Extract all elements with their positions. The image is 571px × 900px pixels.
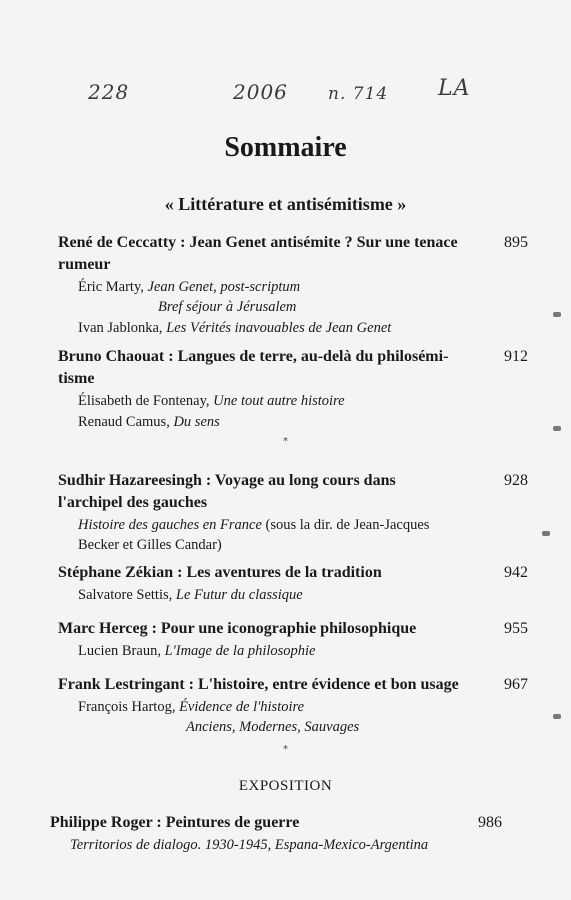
review-line: Territorios de dialogo. 1930-1945, Espana-Mexico-Argentina (70, 837, 429, 853)
scan-mark (553, 714, 561, 719)
handwritten-note: 228 (88, 80, 130, 104)
exposition-label: EXPOSITION (238, 778, 333, 794)
entry-title: Voyage au long cours dans l'archipel des gauches (58, 472, 396, 511)
toc-entry (58, 346, 528, 432)
toc-entry (58, 232, 528, 338)
toc-entry (58, 470, 528, 555)
entry-heading (50, 812, 450, 834)
entry-heading (58, 470, 458, 514)
entry-author: Marc Herceg : (58, 620, 161, 637)
toc-entry (50, 812, 502, 855)
entry-title: Peintures de guerre (165, 814, 300, 831)
separator-star: * (283, 744, 288, 755)
entry-page: 928 (504, 472, 528, 489)
entry-page: 955 (504, 620, 528, 637)
review-line: Ivan Jablonka, Les Vérités inavouables de Jean Genet (78, 320, 392, 336)
separator-star: * (283, 436, 288, 447)
review-line: Salvatore Settis, Le Futur du classique (78, 587, 303, 603)
entry-heading (58, 346, 458, 390)
entry-heading (58, 674, 468, 696)
entry-author: Frank Lestringant : (58, 676, 198, 693)
handwritten-issue: n. 714 (328, 84, 389, 104)
scan-mark (542, 531, 550, 536)
entry-heading (58, 618, 458, 640)
entry-page: 912 (504, 348, 528, 365)
entry-page: 986 (478, 814, 502, 831)
review-line: François Hartog, Évidence de l'histoire Anciens, Modernes, Sauvages (78, 699, 360, 735)
toc-entry (58, 674, 528, 737)
entry-title: Les aventures de la tradition (186, 564, 382, 581)
handwritten-initials: LA (438, 76, 471, 101)
review-line: Éric Marty, Jean Genet, post-scriptum Bref séjour à Jérusalem (78, 279, 301, 315)
scan-mark (553, 426, 561, 431)
entry-page: 942 (504, 564, 528, 581)
page-title: Sommaire (224, 132, 347, 163)
review-line: Élisabeth de Fontenay, Une tout autre histoire (78, 393, 345, 409)
entry-heading (58, 562, 458, 584)
entry-author: Sudhir Hazareesingh : (58, 472, 215, 489)
entry-page: 895 (504, 234, 528, 251)
entry-title: Langues de terre, au-delà du philosémi-tisme (58, 348, 449, 387)
review-line: Lucien Braun, L'Image de la philosophie (78, 643, 316, 659)
handwritten-year: 2006 (233, 80, 288, 104)
toc-entry (58, 562, 528, 605)
scan-mark (553, 312, 561, 317)
section-title: « Littérature et antisémitisme » (164, 194, 407, 214)
entry-author: Bruno Chaouat : (58, 348, 178, 365)
entry-heading (58, 232, 458, 276)
entry-author: René de Ceccatty : (58, 234, 190, 251)
entry-author: Philippe Roger : (50, 814, 166, 831)
toc-entry (58, 618, 528, 661)
review-line: Renaud Camus, Du sens (78, 414, 220, 430)
entry-title: Jean Genet antisémite ? Sur une tenace rumeur (58, 234, 458, 273)
entry-author: Stéphane Zékian : (58, 564, 187, 581)
entry-title: Pour une iconographie philosophique (160, 620, 417, 637)
entry-page: 967 (504, 676, 528, 693)
review-line: Histoire des gauches en France (sous la dir. de Jean-Jacques Becker et Gilles Candar) (78, 517, 430, 553)
entry-title: L'histoire, entre évidence et bon usage (198, 676, 459, 693)
